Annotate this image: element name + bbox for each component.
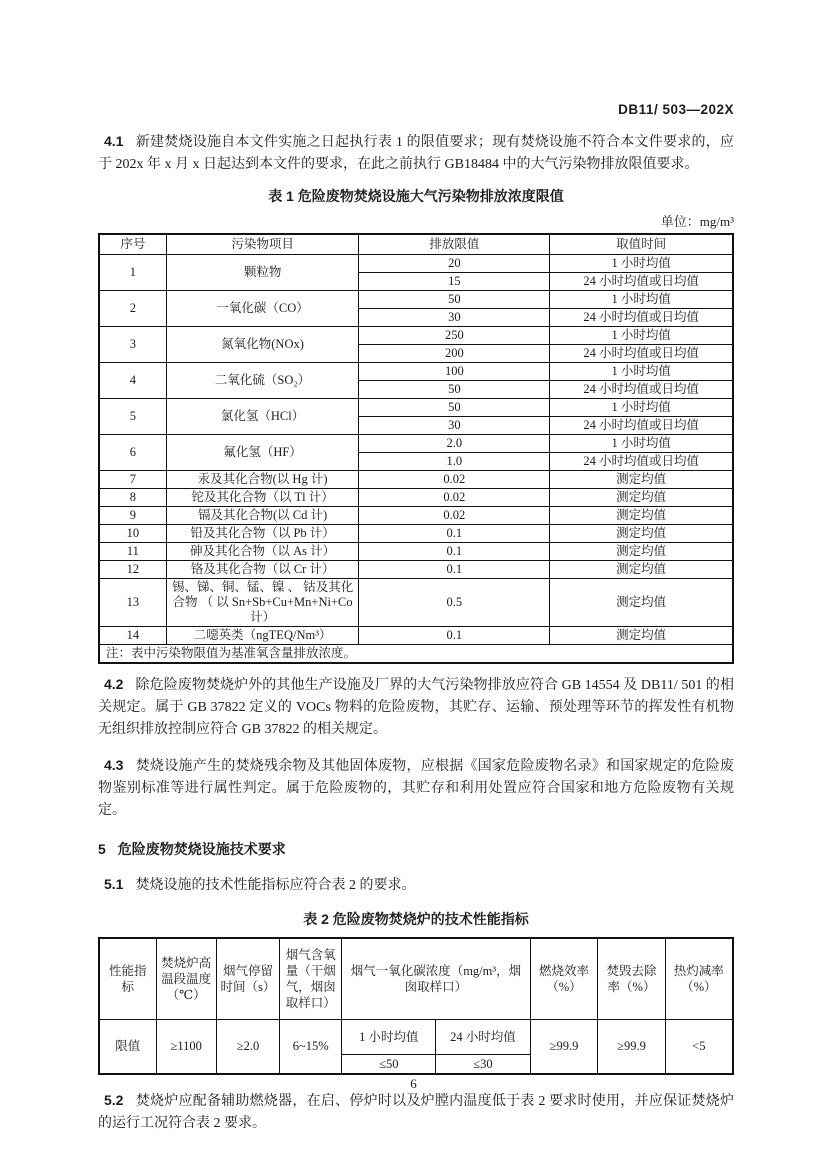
table-row	[99, 561, 733, 579]
limit-value: 2.0	[359, 435, 550, 453]
co-24h-label: 24 小时均值	[436, 1020, 530, 1055]
avg-time: 24 小时均值或日均值	[550, 309, 733, 327]
table2-title: 表 2 危险废物焚烧炉的技术性能指标	[303, 911, 529, 927]
clause-text: 新建焚烧设施自本文件实施之日起执行表 1 的限值要求；现有焚烧设施不符合本文件要求的，应于 202x 年 x 月 x 日起达到本文件的要求，在此之前执行 GB18484 中的大气污染物排放限值要求。	[98, 135, 734, 172]
limit-value: 0.1	[359, 543, 550, 561]
pollutant-name: 一氧化碳（CO）	[166, 291, 359, 327]
limit-value: 0.5	[359, 579, 550, 627]
limit-value: 100	[359, 363, 550, 381]
avg-time: 1 小时均值	[550, 363, 733, 381]
limit-value: 20	[359, 255, 550, 273]
clause-number: 4.2	[104, 676, 124, 692]
section-5-heading	[98, 838, 734, 860]
clause-text: 焚烧炉应配备辅助燃烧器，在启、停炉时以及炉膛内温度低于表 2 要求时使用，并应保证焚烧炉的运行工况符合表 2 要求。	[98, 1094, 734, 1131]
limit-value: 0.1	[359, 627, 550, 645]
avg-time: 24 小时均值或日均值	[550, 381, 733, 399]
avg-time: 测定均值	[550, 579, 733, 627]
limit-value: 50	[359, 381, 550, 399]
avg-time: 24 小时均值或日均值	[550, 417, 733, 435]
pollutant-name: 铊及其化合物（以 Tl 计）	[166, 489, 359, 507]
table-row	[99, 255, 733, 273]
limit-value: 0.02	[359, 507, 550, 525]
col-header-time: 取值时间	[550, 234, 733, 255]
row-no: 4	[99, 363, 166, 399]
avg-time: 24 小时均值或日均值	[550, 345, 733, 363]
row-no: 1	[99, 255, 166, 291]
co-1h-limit: ≤50	[342, 1055, 436, 1075]
pollutant-name: 二氧化硫（SO₂）	[166, 363, 359, 399]
clause-4-3	[98, 754, 734, 822]
section-title: 危险废物焚烧设施技术要求	[117, 841, 286, 857]
row-no: 3	[99, 327, 166, 363]
clause-number: 5.1	[104, 876, 124, 892]
clause-4-2	[98, 673, 734, 741]
table-row	[99, 543, 733, 561]
col-header-residence-time: 烟气停留时间（s）	[216, 938, 279, 1020]
table1-note: 注：表中污染物限值为基准氧含量排放浓度。	[99, 645, 733, 664]
table1-title: 表 1 危险废物焚烧设施大气污染物排放浓度限值	[268, 188, 564, 204]
col-header-item: 污染物项目	[166, 234, 359, 255]
avg-time: 24 小时均值或日均值	[550, 273, 733, 291]
pollutant-name: 氯化氢（HCl）	[166, 399, 359, 435]
row-no: 10	[99, 525, 166, 543]
table-row	[99, 435, 733, 453]
limit-value: 0.02	[359, 471, 550, 489]
avg-time: 测定均值	[550, 627, 733, 645]
table2-performance-indicators	[98, 937, 734, 1075]
document-code: DB11/ 503—202X	[618, 102, 734, 117]
limit-value: 200	[359, 345, 550, 363]
pollutant-name: 砷及其化合物（以 As 计）	[166, 543, 359, 561]
residence-time-limit: ≥2.0	[216, 1020, 279, 1075]
pollutant-name: 铬及其化合物（以 Cr 计）	[166, 561, 359, 579]
page-content	[98, 0, 734, 1135]
col-header-temperature: 焚烧炉高温段温度（℃）	[156, 938, 216, 1020]
table-row	[99, 507, 733, 525]
table-row	[99, 489, 733, 507]
col-header-limit: 排放限值	[359, 234, 550, 255]
col-header-co: 烟气一氧化碳浓度（mg/m³，烟囱取样口）	[342, 938, 530, 1020]
row-no: 9	[99, 507, 166, 525]
limit-value: 1.0	[359, 453, 550, 471]
limit-value: 15	[359, 273, 550, 291]
clause-4-1	[98, 130, 734, 176]
table1-unit: 单位：mg/m³	[660, 214, 734, 229]
row-no: 8	[99, 489, 166, 507]
limit-value: 250	[359, 327, 550, 345]
table-row	[99, 525, 733, 543]
clause-number: 4.3	[104, 757, 124, 773]
table-row	[99, 579, 733, 627]
col-header-oxygen: 烟气含氧量（干烟气，烟囱取样口）	[280, 938, 342, 1020]
table1-emission-limits	[98, 233, 734, 664]
pollutant-name: 锡、锑、铜、锰、镍 、 钴及其化合物 （ 以 Sn+Sb+Cu+Mn+Ni+Co 计）	[166, 579, 359, 627]
row-no: 2	[99, 291, 166, 327]
clause-text: 除危险废物焚烧炉外的其他生产设施及厂界的大气污染物排放应符合 GB 14554 及 DB11/ 501 的相关规定。属于 GB 37822 定义的 VOCs 物料的危险废物，其贮存、运输、预处理等环节的挥发性有机物无组织排放控制应符合 GB 37822 的相关规定。	[98, 678, 734, 737]
table-row	[99, 291, 733, 309]
limit-value: 50	[359, 399, 550, 417]
table1-note-row	[99, 645, 733, 664]
row-no: 14	[99, 627, 166, 645]
pollutant-name: 氟化氢（HF）	[166, 435, 359, 471]
oxygen-limit: 6~15%	[280, 1020, 342, 1075]
col-header-combustion-efficiency: 燃烧效率（%）	[530, 938, 598, 1020]
table1-header-row	[99, 234, 733, 255]
avg-time: 测定均值	[550, 489, 733, 507]
clause-5-2	[98, 1089, 734, 1135]
clause-number: 5.2	[104, 1092, 124, 1108]
removal-rate-limit: ≥99.9	[598, 1020, 665, 1075]
avg-time: 1 小时均值	[550, 327, 733, 345]
table-row	[99, 471, 733, 489]
limit-value: 0.1	[359, 525, 550, 543]
row-no: 11	[99, 543, 166, 561]
col-header-no: 序号	[99, 234, 166, 255]
table-row	[99, 327, 733, 345]
row-no: 7	[99, 471, 166, 489]
pollutant-name: 镉及其化合物(以 Cd 计)	[166, 507, 359, 525]
pollutant-name: 汞及其化合物(以 Hg 计)	[166, 471, 359, 489]
row-no: 5	[99, 399, 166, 435]
avg-time: 测定均值	[550, 507, 733, 525]
avg-time: 测定均值	[550, 561, 733, 579]
row-no: 13	[99, 579, 166, 627]
table2-limit-row	[99, 1020, 733, 1055]
loss-on-ignition-limit: <5	[665, 1020, 733, 1075]
clause-text: 焚烧设施的技术性能指标应符合表 2 的要求。	[135, 878, 416, 893]
avg-time: 1 小时均值	[550, 255, 733, 273]
clause-number: 4.1	[104, 133, 124, 149]
table-row	[99, 363, 733, 381]
avg-time: 24 小时均值或日均值	[550, 453, 733, 471]
table2-header-row	[99, 938, 733, 1020]
limit-value: 30	[359, 417, 550, 435]
avg-time: 1 小时均值	[550, 399, 733, 417]
co-1h-label: 1 小时均值	[342, 1020, 436, 1055]
avg-time: 测定均值	[550, 543, 733, 561]
avg-time: 测定均值	[550, 471, 733, 489]
pollutant-name: 二噁英类（ngTEQ/Nm³）	[166, 627, 359, 645]
limit-value: 50	[359, 291, 550, 309]
avg-time: 1 小时均值	[550, 291, 733, 309]
section-number: 5	[98, 841, 106, 857]
pollutant-name: 氮氧化物(NOx)	[166, 327, 359, 363]
page-number: 6	[410, 1076, 417, 1091]
limit-value: 0.1	[359, 561, 550, 579]
pollutant-name: 颗粒物	[166, 255, 359, 291]
combustion-efficiency-limit: ≥99.9	[530, 1020, 598, 1075]
row-label: 限值	[99, 1020, 156, 1075]
avg-time: 测定均值	[550, 525, 733, 543]
co-24h-limit: ≤30	[436, 1055, 530, 1075]
limit-value: 0.02	[359, 489, 550, 507]
table-row	[99, 627, 733, 645]
col-header-performance: 性能指标	[99, 938, 156, 1020]
limit-value: 30	[359, 309, 550, 327]
row-no: 6	[99, 435, 166, 471]
row-no: 12	[99, 561, 166, 579]
pollutant-name: 铅及其化合物（以 Pb 计）	[166, 525, 359, 543]
table-row	[99, 399, 733, 417]
clause-5-1	[98, 873, 734, 897]
col-header-loss-on-ignition: 热灼减率（%）	[665, 938, 733, 1020]
temperature-limit: ≥1100	[156, 1020, 216, 1075]
avg-time: 1 小时均值	[550, 435, 733, 453]
col-header-removal-rate: 焚毁去除率（%）	[598, 938, 665, 1020]
clause-text: 焚烧设施产生的焚烧残余物及其他固体废物，应根据《国家危险废物名录》和国家规定的危险废物鉴别标准等进行属性判定。属于危险废物的，其贮存和利用处置应符合国家和地方危险废物有关规定。	[98, 759, 734, 818]
